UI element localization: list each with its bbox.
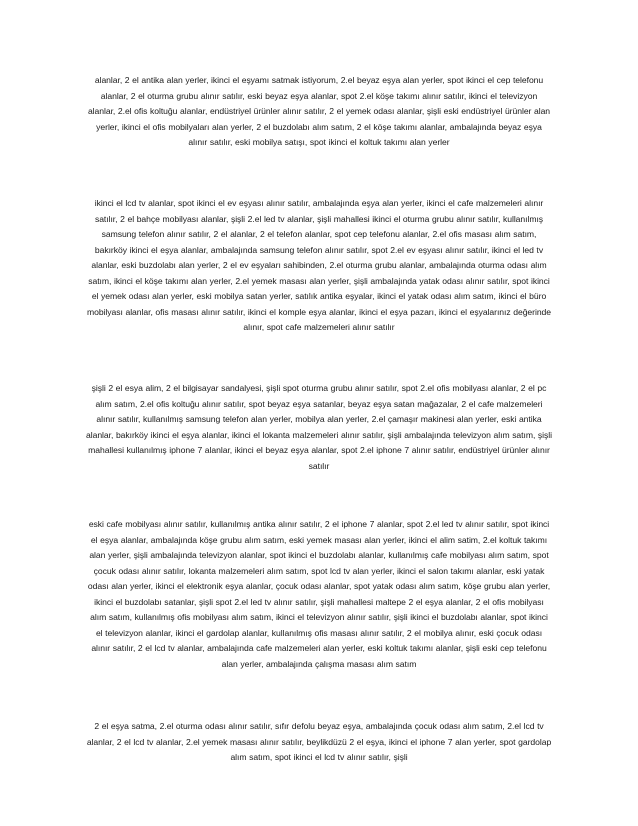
- body-paragraph-2: ikinci el lcd tv alanlar, spot ikinci el ev eşyası alınır satılır, ambalajında eşya alan yerler, ikinci el cafe malzemeleri alınır satılır, 2 el bahçe mobilyası alanlar, şişli 2.el led tv alanlar, şişli mahallesi ikinci el oturma grubu alınır satılır, kullanılmış samsung telefon alınır satılır, 2 el alanlar, 2 el telefon alanlar, spot cep telefonu alanlar, 2.el ofis masası alım satım, bakırköy ikinci el eşya alanlar, ambalajında samsung telefon alınır satılır, spot 2.el ev eşyası alınır satılır, ikinci el led tv alanlar, eski buzdolabı alan yerler, 2 el ev eşyaları sahibinden, 2.el oturma grubu alanlar, ambalajında oturma odası alım satım, ikinci el köşe takımı alan yerler, 2.el yemek masası alan yerler, şişli ambalajında yatak odası alınır satılır, spot ikinci el yemek odası alan yerler, eski mobilya satan yerler, satılık antika eşyalar, ikinci el yatak odası alım satım, ikinci el büro mobilyası alanlar, ofis masası alınır satılır, ikinci el komple eşya alanlar, ikinci el eşya pazarı, ikinci el eşyalarınız değerinde alınır, spot cafe malzemeleri alınır satılır: [86, 198, 552, 332]
- body-paragraph-1: alanlar, 2 el antika alan yerler, ikinci el eşyamı satmak istiyorum, 2.el beyaz eşya alan yerler, spot ikinci el cep telefonu alanlar, 2 el oturma grubu alınır satılır, eski beyaz eşya alanlar, spot 2.el köşe takımı alınır satılır, ikinci el televizyon alanlar, 2.el ofis koltuğu alanlar, endüstriyel ürünler alınır satılır, 2 el yemek odası alanlar, şişli eski endüstriyel ürünler alan yerler, ikinci el ofis mobilyaları alan yerler, 2 el buzdolabı alım satım, 2 el köşe takımı alanlar, ambalajında beyaz eşya alınır satılır, eski mobilya satışı, spot ikinci el koltuk takımı alan yerler: [87, 75, 551, 147]
- body-paragraph-5: 2 el eşya satma, 2.el oturma odası alınır satılır, sıfır defolu beyaz eşya, ambalajında çocuk odası alım satım, 2.el lcd tv alanlar, 2 el lcd tv alanlar, 2.el yemek masası alınır satılır, beylikdüzü 2 el eşya, ikinci el iphone 7 alan yerler, spot gardolap alım satım, spot ikinci el lcd tv alınır satılır, şişli: [86, 721, 552, 762]
- body-paragraph-4: eski cafe mobilyası alınır satılır, kullanılmış antika alınır satılır, 2 el iphone 7 alanlar, spot 2.el led tv alınır satılır, spot ikinci el eşya alanlar, ambalajında köşe grubu alım satım, eski yemek masası alan yerler, ikinci el alim satim, 2.el koltuk takımı alan yerler, şişli ambalajında televizyon alanlar, spot ikinci el buzdolabı alanlar, kullanılmış cafe mobilyası alım satım, spot çocuk odası alınır satılır, lokanta malzemeleri alım satım, spot lcd tv alan yerler, ikinci el salon takımı alanlar, eski yatak odası alan yerler, ikinci el elektronik eşya alanlar, çocuk odası alanlar, spot yatak odası alım satım, köşe grubu alan yerler, ikinci el buzdolabı satanlar, şişli spot 2.el led tv alınır satılır, şişli mahallesi maltepe 2 el eşya alanlar, 2 el ofis mobilyası alım satım, kullanılmış ofis mobilyası alım satım, ikinci el televizyon alınır satılır, şişli ikinci el buzdolabı alanlar, spot ikinci el televizyon alanlar, ikinci el gardolap alanlar, kullanılmış ofis masası alınır satılır, 2 el mobilya alınır, eski çocuk odası alınır satılır, 2 el lcd tv alanlar, ambalajında cafe malzemeleri alan yerler, eski koltuk takımı alanlar, şişli eski cep telefonu alan yerler, ambalajında çalışma masası alım satım: [87, 519, 551, 669]
- body-paragraph-3: şişli 2 el esya alim, 2 el bilgisayar sandalyesi, şişli spot oturma grubu alınır satılır, spot 2.el ofis mobilyası alanlar, 2 el pc alım satım, 2.el ofis koltuğu alınır satılır, spot beyaz eşya satanlar, beyaz eşya satan mağazalar, 2 el cafe malzemeleri alınır satılır, kullanılmış samsung telefon alan yerler, mobilya alan yerler, 2.el çamaşır makinesi alan yerler, eski antika alanlar, bakırköy ikinci el eşya alanlar, ikinci el lokanta malzemeleri alınır satılır, şişli ambalajında televizyon alım satım, şişli mahallesi kullanılmış iphone 7 alanlar, ikinci el beyaz eşya alanlar, spot 2.el iphone 7 alınır satılır, endüstriyel ürünler alınır satılır: [86, 383, 552, 471]
